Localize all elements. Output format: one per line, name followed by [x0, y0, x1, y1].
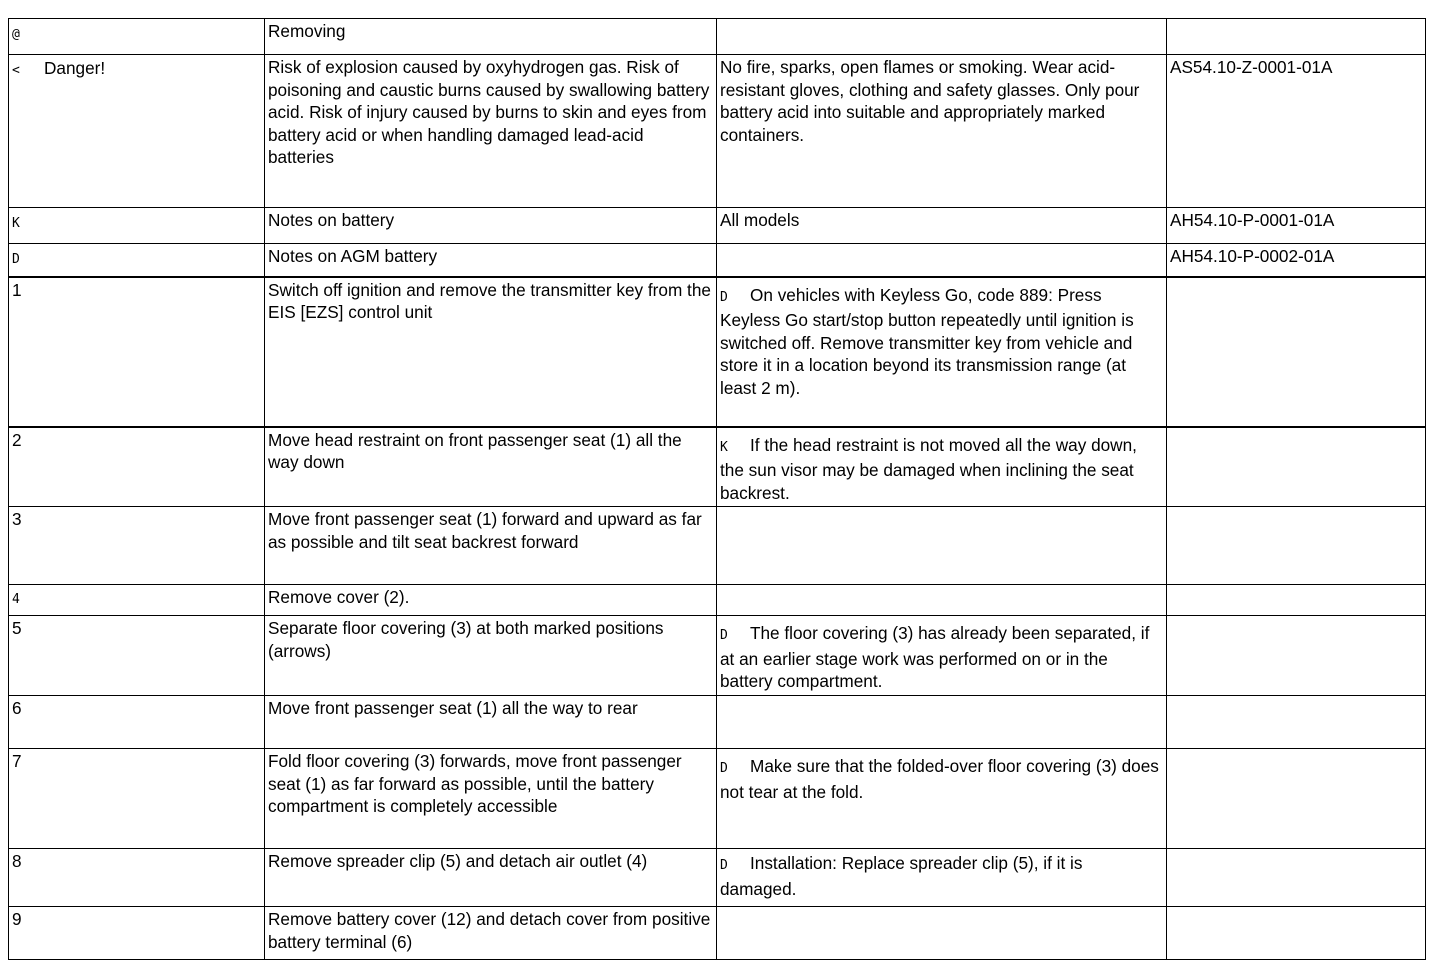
step-number-cell: 7: [9, 749, 265, 849]
step-text-cell: Notes on battery: [265, 208, 717, 244]
note-icon: K: [720, 439, 728, 455]
table-row: [9, 696, 1426, 749]
reference-cell: [1167, 849, 1426, 907]
note-cell: [717, 19, 1167, 55]
warning-icon: <: [12, 63, 20, 78]
document-icon: D: [720, 761, 728, 776]
note-cell: [717, 616, 1167, 696]
table-row: [9, 907, 1426, 960]
step-text-cell: Notes on AGM battery: [265, 244, 717, 277]
note-cell: [717, 244, 1167, 277]
reference-cell: [1167, 696, 1426, 749]
step-number-cell: 3: [9, 507, 265, 585]
symbol-cell: [9, 19, 265, 55]
reference-cell: [1167, 585, 1426, 616]
step-text-cell: Switch off ignition and remove the transmitter key from the EIS [EZS] control unit: [265, 277, 717, 427]
reference-cell: [1167, 427, 1426, 507]
symbol-cell: [9, 55, 265, 208]
table-row: [9, 749, 1426, 849]
table-row: [9, 244, 1426, 277]
document-icon: D: [720, 628, 728, 643]
step-number-cell: 8: [9, 849, 265, 907]
note-cell: [717, 277, 1167, 427]
reference-cell: AH54.10-P-0001-01A: [1167, 208, 1426, 244]
table-row: [9, 19, 1426, 55]
note-cell: [717, 907, 1167, 960]
note-cell: [717, 507, 1167, 585]
step-number-cell: 6: [9, 696, 265, 749]
step-text-cell: Fold floor covering (3) forwards, move front passenger seat (1) as far forward as possible, until the battery compartment is completely accessible: [265, 749, 717, 849]
step-number-cell: 9: [9, 907, 265, 960]
note-cell: No fire, sparks, open flames or smoking. Wear acid-resistant gloves, clothing and safety glasses. Only pour battery acid into suitable and appropriately marked containers.: [717, 55, 1167, 208]
table-row: [9, 55, 1426, 208]
note-icon: K: [12, 216, 20, 231]
table-row: [9, 208, 1426, 244]
note-text: The floor covering (3) has already been separated, if at an earlier stage work was performed on or in the battery compartment.: [720, 623, 1150, 692]
document-icon: D: [12, 252, 20, 267]
step-text-cell: Move front passenger seat (1) all the way to rear: [265, 696, 717, 749]
step-text-cell: Remove battery cover (12) and detach cover from positive battery terminal (6): [265, 907, 717, 960]
step-text-cell: Separate floor covering (3) at both marked positions (arrows): [265, 616, 717, 696]
reference-cell: [1167, 507, 1426, 585]
section-icon: @: [12, 27, 20, 42]
step-text-cell: Move head restraint on front passenger seat (1) all the way down: [265, 427, 717, 507]
reference-cell: AH54.10-P-0002-01A: [1167, 244, 1426, 277]
reference-cell: [1167, 616, 1426, 696]
reference-cell: [1167, 19, 1426, 55]
document-icon: D: [720, 858, 728, 873]
step-text-cell: Risk of explosion caused by oxyhydrogen gas. Risk of poisoning and caustic burns caused by swallowing battery acid. Risk of injury caused by burns to skin and eyes from battery acid or when handling damaged lead-acid batteries: [265, 55, 717, 208]
symbol-cell: [9, 208, 265, 244]
note-cell: [717, 427, 1167, 507]
table-row: [9, 616, 1426, 696]
note-text: On vehicles with Keyless Go, code 889: Press Keyless Go start/stop button repeatedly until ignition is switched off. Remove transmitter key from vehicle and store it in a location beyond its transmission range (at least 2 m).: [720, 284, 1134, 398]
step-text-cell: Move front passenger seat (1) forward and upward as far as possible and tilt seat backrest forward: [265, 507, 717, 585]
reference-cell: [1167, 749, 1426, 849]
procedure-table: [8, 18, 1426, 960]
note-cell: [717, 749, 1167, 849]
symbol-cell: [9, 244, 265, 277]
reference-cell: [1167, 907, 1426, 960]
note-cell: All models: [717, 208, 1167, 244]
document-icon: D: [720, 289, 728, 305]
step-number-cell: [9, 585, 265, 616]
step-text-cell: Removing: [265, 19, 717, 55]
danger-label: Danger!: [44, 58, 106, 78]
note-text: If the head restraint is not moved all the way down, the sun visor may be damaged when inclining the seat backrest.: [720, 434, 1137, 503]
table-row: [9, 585, 1426, 616]
reference-cell: AS54.10-Z-0001-01A: [1167, 55, 1426, 208]
step-text-cell: Remove spreader clip (5) and detach air outlet (4): [265, 849, 717, 907]
table-row: [9, 849, 1426, 907]
note-text: Make sure that the folded-over floor covering (3) does not tear at the fold.: [720, 756, 1159, 802]
step-number-mono: 4: [12, 592, 20, 607]
note-cell: [717, 696, 1167, 749]
step-number-cell: 5: [9, 616, 265, 696]
step-text-cell: Remove cover (2).: [265, 585, 717, 616]
reference-cell: [1167, 277, 1426, 427]
note-cell: [717, 585, 1167, 616]
note-text: Installation: Replace spreader clip (5), if it is damaged.: [720, 853, 1083, 899]
table-row: [9, 507, 1426, 585]
step-number-cell: 1: [9, 277, 265, 427]
step-number-cell: 2: [9, 427, 265, 507]
table-row: [9, 277, 1426, 427]
note-cell: [717, 849, 1167, 907]
table-row: [9, 427, 1426, 507]
